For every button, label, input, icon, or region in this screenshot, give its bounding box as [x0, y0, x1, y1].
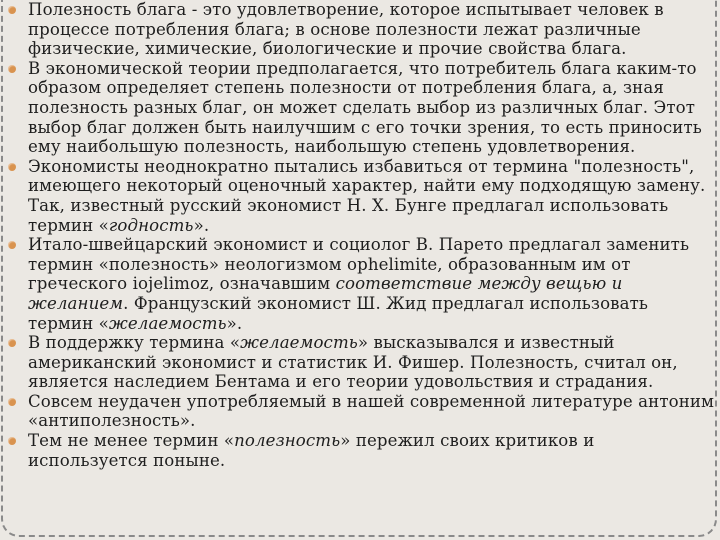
bullet-text-italic: желаемость [108, 313, 227, 333]
bullet-dot-icon [8, 437, 16, 445]
bullet-item [6, 333, 716, 392]
bullet-dot-icon [8, 65, 16, 73]
bullet-text: ». [226, 313, 243, 333]
bullet-text: ». [193, 215, 210, 235]
bullet-dot-icon [8, 163, 16, 171]
bullet-text: » пережил своих критиков и используется поныне. [28, 431, 595, 470]
bullet-text: В экономической теории предполагается, что потребитель блага каким-то образом определяет степень полезности от потребления блага, а, зная полезность разных благ, он может сделать выбор из различных благ. Этот выбор благ должен быть наилучшим с его точки зрения, то есть приносить ему наибольшую полезность, наибольшую степень удовлетворения. [28, 58, 702, 157]
bullet-item [6, 392, 716, 431]
bullet-text-italic: годность [108, 215, 194, 235]
bullet-text: Экономисты неоднократно пытались избавиться от термина "полезность", имеющего некоторый оценочный характер, найти ему подходящую замену. Так, известный русский экономист Н. Х. Бунге предлагал использовать термин « [28, 156, 706, 235]
bullet-text: В поддержку термина « [28, 333, 241, 353]
bullet-item [6, 235, 716, 333]
bullet-text-italic: желаемость [240, 333, 358, 353]
bullet-text: » высказывался и известный американский экономист и статистик И. Фишер. Полезность, считал он, является наследием Бентама и его теории удовольствия и страдания. [28, 333, 678, 392]
bullet-item [6, 431, 716, 470]
bullet-text: Итало-швейцарский экономист и социолог В. Парето предлагал заменить термин «полезность» неологизмом ophelimite, образованным им от греческого iojelimoz, означавшим [28, 235, 690, 294]
bullet-text: . Французский экономист Ш. Жид предлагал использовать термин « [28, 293, 649, 333]
bullet-text-italic: соответствие между вещью и желанием [28, 274, 623, 313]
bullet-text: Совсем неудачен употребляемый в нашей современной литературе антоним «антиполезность». [28, 391, 715, 431]
bullet-text: Тем не менее термин « [28, 431, 235, 451]
bullet-item [6, 59, 716, 157]
bullet-dot-icon [8, 241, 16, 249]
bullet-dot-icon [8, 6, 16, 14]
bullet-list [6, 0, 716, 470]
bullet-item [6, 0, 716, 59]
bullet-text-italic: полезность [234, 431, 341, 451]
bullet-text: Полезность блага - это удовлетворение, которое испытывает человек в процессе потребления блага; в основе полезности лежат различные физические, химические, биологические и прочие свойства блага. [28, 0, 664, 59]
bullet-dot-icon [8, 398, 16, 406]
bullet-dot-icon [8, 339, 16, 347]
bullet-item [6, 157, 716, 235]
